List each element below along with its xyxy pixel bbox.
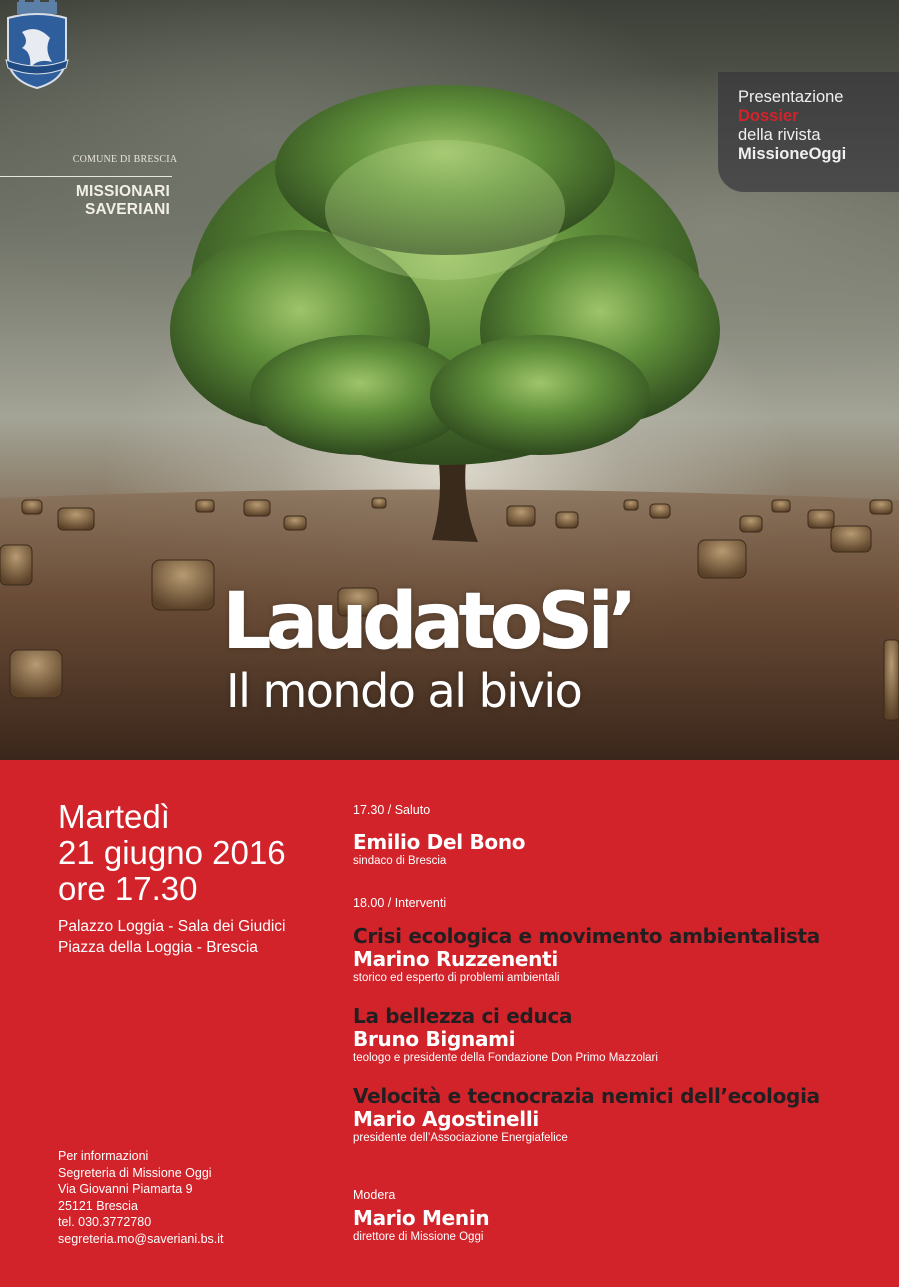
dossier-line2: Dossier (738, 107, 799, 125)
moderator-name: Mario Menin (353, 1206, 490, 1230)
event-datetime (58, 799, 286, 907)
dossier-label-box (718, 72, 899, 192)
time-slot-interventi: 18.00 / Interventi (353, 896, 447, 910)
speaker-name: Marino Ruzzenenti (353, 947, 558, 971)
contact-heading: Per informazioni (58, 1149, 149, 1163)
speaker-role: sindaco di Brescia (353, 855, 447, 867)
event-time: ore 17.30 (58, 870, 198, 907)
talk-title: Crisi ecologica e movimento ambientalista (353, 924, 821, 948)
speaker-name: Bruno Bignami (353, 1027, 516, 1051)
speaker-role: presidente dell’Associazione Energiafelice (353, 1132, 568, 1144)
contact-email: segreteria.mo@saveriani.bs.it (58, 1231, 224, 1246)
venue-line1: Palazzo Loggia - Sala dei Giudici (58, 918, 286, 935)
main-title: LaudatoSi’ (222, 577, 632, 667)
event-day: Martedì (58, 798, 170, 835)
speaker-name: Mario Agostinelli (353, 1107, 539, 1131)
dossier-line4: MissioneOggi (738, 145, 847, 163)
program-moderator (353, 1188, 489, 1244)
contact-line1: Segreteria di Missione Oggi (58, 1165, 212, 1180)
logo-divider (0, 176, 172, 177)
event-date: 21 giugno 2016 (58, 834, 286, 871)
comune-di-brescia-crest-icon (0, 0, 74, 90)
speaker-name: Emilio Del Bono (353, 830, 526, 854)
dossier-line1: Presentazione (738, 88, 844, 106)
speaker-role: teologo e presidente della Fondazione Don Primo Mazzolari (353, 1052, 658, 1064)
program-interventi (353, 896, 446, 911)
org-name-line1: MISSIONARI (75, 183, 170, 200)
talk-item (353, 924, 820, 985)
contact-line4: tel. 030.3772780 (58, 1215, 152, 1229)
contact-line3: 25121 Brescia (58, 1198, 138, 1213)
talk-title: Velocità e tecnocrazia nemici dell’ecologia (353, 1084, 820, 1108)
program-saluto (353, 803, 525, 868)
moderator-label: Modera (353, 1188, 396, 1202)
contact-info (58, 1148, 224, 1247)
event-venue (58, 916, 285, 958)
speaker-role: storico ed esperto di problemi ambientali (353, 972, 560, 984)
moderator-role: direttore di Missione Oggi (353, 1231, 484, 1243)
crest-caption: COMUNE DI BRESCIA (72, 154, 178, 165)
contact-line2: Via Giovanni Piamarta 9 (58, 1182, 193, 1196)
talk-title: La bellezza ci educa (353, 1004, 573, 1028)
org-name-line2: SAVERIANI (84, 201, 170, 218)
missionari-saveriani-logo (40, 183, 170, 219)
time-slot-saluto: 17.30 / Saluto (353, 803, 431, 817)
talk-item (353, 1004, 658, 1065)
talk-item (353, 1084, 820, 1145)
dossier-line3: della rivista (738, 126, 821, 144)
venue-line2: Piazza della Loggia - Brescia (58, 939, 258, 956)
subtitle: Il mondo al bivio (226, 664, 582, 718)
